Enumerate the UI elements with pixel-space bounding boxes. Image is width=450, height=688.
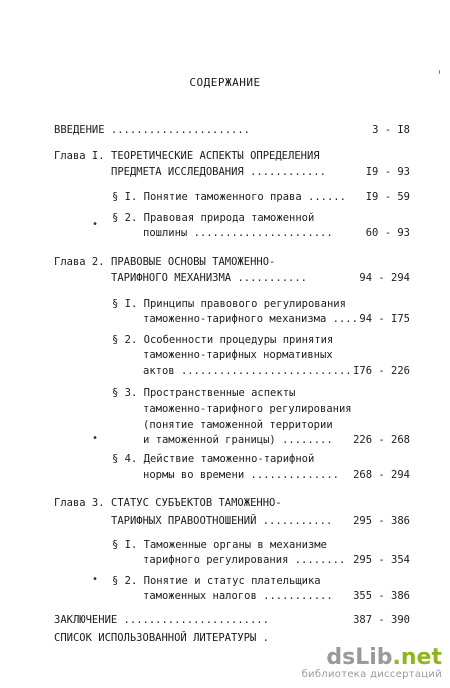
toc-ch2-s3-line1 [112,386,295,400]
toc-ch1-s2-title2: пошлины [143,227,188,239]
toc-ch2-s2-line2: таможенно-тарифных нормативных [143,349,333,361]
toc-ch3-s2-line1 [112,574,321,588]
toc-conclusion-dots: ....................... [123,614,269,626]
toc-ch3-pages: 295 - 386 [353,515,410,527]
toc-ch3-s2-title2: таможенных налогов [143,590,257,602]
toc-ch3-s2-pages: 355 - 386 [353,590,410,602]
toc-ch2-line2 [111,271,307,285]
toc-ch2-s1-pages: 94 - I75 [359,313,410,325]
toc-ch3-s1-title1: Таможенные органы в механизме [143,539,327,551]
toc-ch1-pages: I9 - 93 [365,166,410,178]
toc-ch2-s4-title2: нормы во времени [143,469,245,481]
toc-ch2-s3-line4 [143,433,333,447]
toc-ch2-s1-line1 [112,297,346,311]
toc-ch1-s2-line1 [112,211,314,225]
toc-intro-dots: ...................... [110,124,250,136]
scan-mark [439,70,440,74]
toc-ch3-s2-dots: ........... [263,590,333,602]
toc-ch1-label: Глава I. [54,150,105,162]
toc-ch3-s1-line2 [143,553,345,567]
toc-ch1-s2-dots: ...................... [193,227,333,239]
toc-ch1-s1-title: Понятие таможенного права [143,191,302,203]
toc-ch3-line2 [111,514,332,528]
toc-ch2-s3-line2: таможенно-тарифного регулирования [143,403,352,415]
toc-ch1-s1-dots: ...... [308,191,346,203]
toc-ch1-s2-label: § 2. [112,212,138,224]
toc-ch1-s1-pages: I9 - 59 [365,191,410,203]
toc-ch3-s2-title1: Понятие и статус плательщика [143,575,321,587]
toc-ch2-s3-title1: Пространственные аспекты [143,387,296,399]
toc-ch2-s2-label: § 2. [112,334,138,346]
toc-ch1-s2-title1: Правовая природа таможенной [143,212,315,224]
toc-conclusion [54,613,269,627]
toc-ch2-s1-line2 [143,312,358,326]
toc-ch2-dots: ........... [237,272,307,284]
watermark-logo-main: dsLib [326,645,393,670]
toc-ch3-line1: СТАТУС СУБЪЕКТОВ ТАМОЖЕННО- [111,497,282,509]
toc-ch2-label: Глава 2. [54,256,105,268]
toc-bibliography: СПИСОК ИСПОЛЬЗОВАННОЙ ЛИТЕРАТУРЫ . [54,632,269,644]
toc-ch3-s1-dots: ........ [294,554,346,566]
toc-ch2-s4-line2 [143,468,339,482]
toc-ch3-s1-title2: тарифного регулирования [143,554,289,566]
toc-ch2-s4-title1: Действие таможенно-тарифной [143,453,315,465]
toc-ch1-s2-pages: 60 - 93 [365,227,410,239]
toc-ch2-s1-title1: Принципы правового регулирования [143,298,346,310]
toc-ch3-dots: ........... [262,515,333,527]
toc-ch2-s2-pages: I76 - 226 [353,365,410,377]
toc-ch2-s4-label: § 4. [112,453,138,465]
toc-ch2-s3-line3: (понятие таможенной территории [143,419,333,431]
toc-ch2-line1: ПРАВОВЫЕ ОСНОВЫ ТАМОЖЕННО- [111,256,276,268]
toc-ch2-s3-title4: и таможенной границы) [143,434,276,446]
toc-ch3-s2-label: § 2. [112,575,138,587]
toc-ch1-line1: ТЕОРЕТИЧЕСКИЕ АСПЕКТЫ ОПРЕДЕЛЕНИЯ [111,150,320,162]
toc-conclusion-pages: 387 - 390 [353,614,410,626]
toc-ch1-line2 [111,165,326,179]
toc-ch1-s1-label: § I. [112,191,138,203]
toc-intro-title: ВВЕДЕНИЕ [54,124,105,136]
toc-ch2-s1-label: § I. [112,298,138,310]
toc-ch2-s1-title2: таможенно-тарифного механизма [143,313,327,325]
toc-ch1-dots: ............ [250,166,326,178]
toc-ch1-s1 [112,190,346,204]
toc-ch2-pages: 94 - 294 [359,272,410,284]
toc-ch2-s4-line1 [112,452,314,466]
toc-ch3-title2: ТАРИФНЫХ ПРАВООТНОШЕНИЙ [111,515,257,527]
toc-ch2-s2-dots: ........................... [180,365,352,377]
toc-ch2-s1-dots: .... [332,313,358,325]
toc-heading: СОДЕРЖАНИЕ [189,76,261,89]
toc-ch3-s1-line1 [112,538,327,552]
scan-speck: • [92,433,99,444]
toc-ch2-s4-pages: 268 - 294 [353,469,410,481]
toc-conclusion-title: ЗАКЛЮЧЕНИЕ [54,614,118,626]
toc-ch3-label: Глава 3. [54,497,105,509]
watermark-logo-tld: .net [392,645,442,670]
toc-ch3-s1-pages: 295 - 354 [353,554,410,566]
toc-ch2-s2-line3 [143,364,352,378]
toc-ch2-s3-pages: 226 - 268 [353,434,410,446]
toc-ch2-s2-title3: актов [143,365,175,377]
watermark-subtitle: библиотека диссертаций [301,669,442,680]
toc-intro [54,123,250,137]
toc-ch3-s1-label: § I. [112,539,138,551]
watermark [302,647,442,680]
toc-ch2-title2: ТАРИФНОГО МЕХАНИЗМА [111,272,232,284]
toc-ch2-s2-line1 [112,333,333,347]
scan-speck: • [92,219,99,230]
scan-speck: • [92,574,99,585]
toc-ch3-s2-line2 [143,589,333,603]
toc-ch2-s3-dots: ........ [282,434,333,446]
toc-intro-pages: 3 - I8 [372,124,410,136]
toc-ch2-s3-label: § 3. [112,387,138,399]
toc-ch1-s2-line2 [143,226,333,240]
toc-ch2-s2-title1: Особенности процедуры принятия [143,334,334,346]
watermark-logo [302,647,442,669]
toc-ch1-title2: ПРЕДМЕТА ИССЛЕДОВАНИЯ [111,166,244,178]
toc-ch2-s4-dots: .............. [250,469,339,481]
